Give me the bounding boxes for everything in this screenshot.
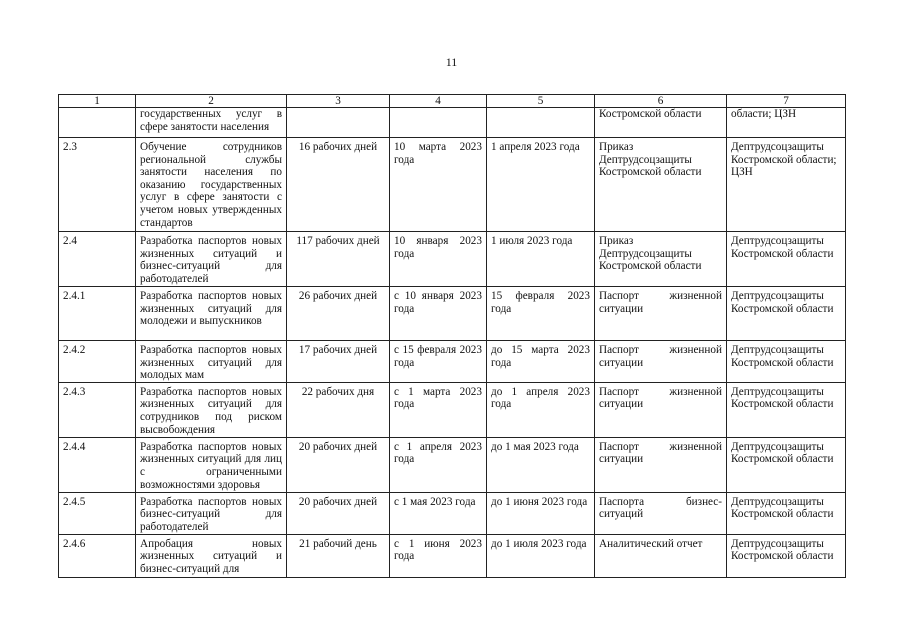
cell-end: 1 июля 2023 года (487, 232, 595, 287)
cell-duration: 16 рабочих дней (287, 138, 390, 232)
cell-activity: Обучение сотрудников региональной службы занятости населения по оказанию государственных услуг в сфере занятости с учетом новых утвержденных стандартов (136, 138, 287, 232)
cell-result: Паспорт жизненной ситуации (595, 382, 727, 437)
table-row (59, 534, 846, 577)
cell-start (390, 108, 487, 138)
page-number: 11 (445, 55, 458, 69)
column-header: 5 (487, 95, 595, 108)
cell-responsible: Дептрудсоцзащиты Костромской области (727, 437, 846, 492)
cell-start: с 1 апреля 2023 года (390, 437, 487, 492)
cell-duration: 20 рабочих дней (287, 437, 390, 492)
cell-start: с 10 января 2023 года (390, 287, 487, 341)
cell-duration: 26 рабочих дней (287, 287, 390, 341)
column-header: 4 (390, 95, 487, 108)
table-row (59, 341, 846, 383)
cell-start: с 1 июня 2023 года (390, 534, 487, 577)
cell-activity: Разработка паспортов новых жизненных ситуаций и бизнес-ситуаций для работодателей (136, 232, 287, 287)
cell-start: с 1 мая 2023 года (390, 492, 487, 534)
cell-end: до 1 мая 2023 года (487, 437, 595, 492)
cell-end: до 1 июня 2023 года (487, 492, 595, 534)
cell-duration: 22 рабочих дня (287, 382, 390, 437)
cell-responsible: Дептрудсоцзащиты Костромской области (727, 341, 846, 383)
cell-number: 2.4.3 (59, 382, 136, 437)
cell-start: с 1 марта 2023 года (390, 382, 487, 437)
cell-duration: 21 рабочий день (287, 534, 390, 577)
cell-duration: 117 рабочих дней (287, 232, 390, 287)
cell-activity: Апробация новых жизненных ситуаций и бизнес-ситуаций для (136, 534, 287, 577)
cell-number: 2.3 (59, 138, 136, 232)
cell-end: до 1 июля 2023 года (487, 534, 595, 577)
cell-responsible: Дептрудсоцзащиты Костромской области (727, 287, 846, 341)
cell-responsible: Дептрудсоцзащиты Костромской области (727, 382, 846, 437)
cell-responsible: Дептрудсоцзащиты Костромской области (727, 534, 846, 577)
cell-result: Паспорт жизненной ситуации (595, 437, 727, 492)
table-row (59, 437, 846, 492)
cell-number: 2.4.4 (59, 437, 136, 492)
cell-start: 10 января 2023 года (390, 232, 487, 287)
cell-end: 15 февраля 2023 года (487, 287, 595, 341)
cell-number: 2.4 (59, 232, 136, 287)
table-row (59, 232, 846, 287)
cell-activity: государственных услуг в сфере занятости населения (136, 108, 287, 138)
cell-duration: 20 рабочих дней (287, 492, 390, 534)
cell-result: Костромской области (595, 108, 727, 138)
column-header: 6 (595, 95, 727, 108)
cell-result: Аналитический отчет (595, 534, 727, 577)
table-row (59, 382, 846, 437)
cell-result: Паспорт жизненной ситуации (595, 287, 727, 341)
column-header: 3 (287, 95, 390, 108)
cell-number: 2.4.2 (59, 341, 136, 383)
cell-responsible: области; ЦЗН (727, 108, 846, 138)
cell-number: 2.4.6 (59, 534, 136, 577)
cell-activity: Разработка паспортов новых жизненных ситуаций для молодых мам (136, 341, 287, 383)
plan-table (58, 94, 846, 578)
cell-start: 10 марта 2023 года (390, 138, 487, 232)
cell-responsible: Дептрудсоцзащиты Костромской области (727, 492, 846, 534)
cell-result: Паспорт жизненной ситуации (595, 341, 727, 383)
cell-end: до 1 апреля 2023 года (487, 382, 595, 437)
cell-result: Приказ Дептрудсоцзащиты Костромской области (595, 232, 727, 287)
cell-number: 2.4.1 (59, 287, 136, 341)
table-row (59, 138, 846, 232)
cell-duration: 17 рабочих дней (287, 341, 390, 383)
cell-activity: Разработка паспортов новых жизненных ситуаций для лиц с ограниченными возможностями здоровья (136, 437, 287, 492)
table-row (59, 108, 846, 138)
cell-activity: Разработка паспортов новых жизненных ситуаций для сотрудников под риском высвобождения (136, 382, 287, 437)
cell-result: Приказ Дептрудсоцзащиты Костромской области (595, 138, 727, 232)
table-row (59, 287, 846, 341)
column-header: 7 (727, 95, 846, 108)
cell-end: 1 апреля 2023 года (487, 138, 595, 232)
cell-activity: Разработка паспортов новых бизнес-ситуаций для работодателей (136, 492, 287, 534)
cell-responsible: Дептрудсоцзащиты Костромской области; ЦЗН (727, 138, 846, 232)
table-row (59, 492, 846, 534)
cell-end (487, 108, 595, 138)
cell-end: до 15 марта 2023 года (487, 341, 595, 383)
cell-result: Паспорта бизнес-ситуаций (595, 492, 727, 534)
column-header: 2 (136, 95, 287, 108)
column-header: 1 (59, 95, 136, 108)
cell-duration (287, 108, 390, 138)
cell-activity: Разработка паспортов новых жизненных ситуаций для молодежи и выпускников (136, 287, 287, 341)
cell-number (59, 108, 136, 138)
cell-start: с 15 февраля 2023 года (390, 341, 487, 383)
cell-responsible: Дептрудсоцзащиты Костромской области (727, 232, 846, 287)
table-header-row (59, 95, 846, 108)
cell-number: 2.4.5 (59, 492, 136, 534)
